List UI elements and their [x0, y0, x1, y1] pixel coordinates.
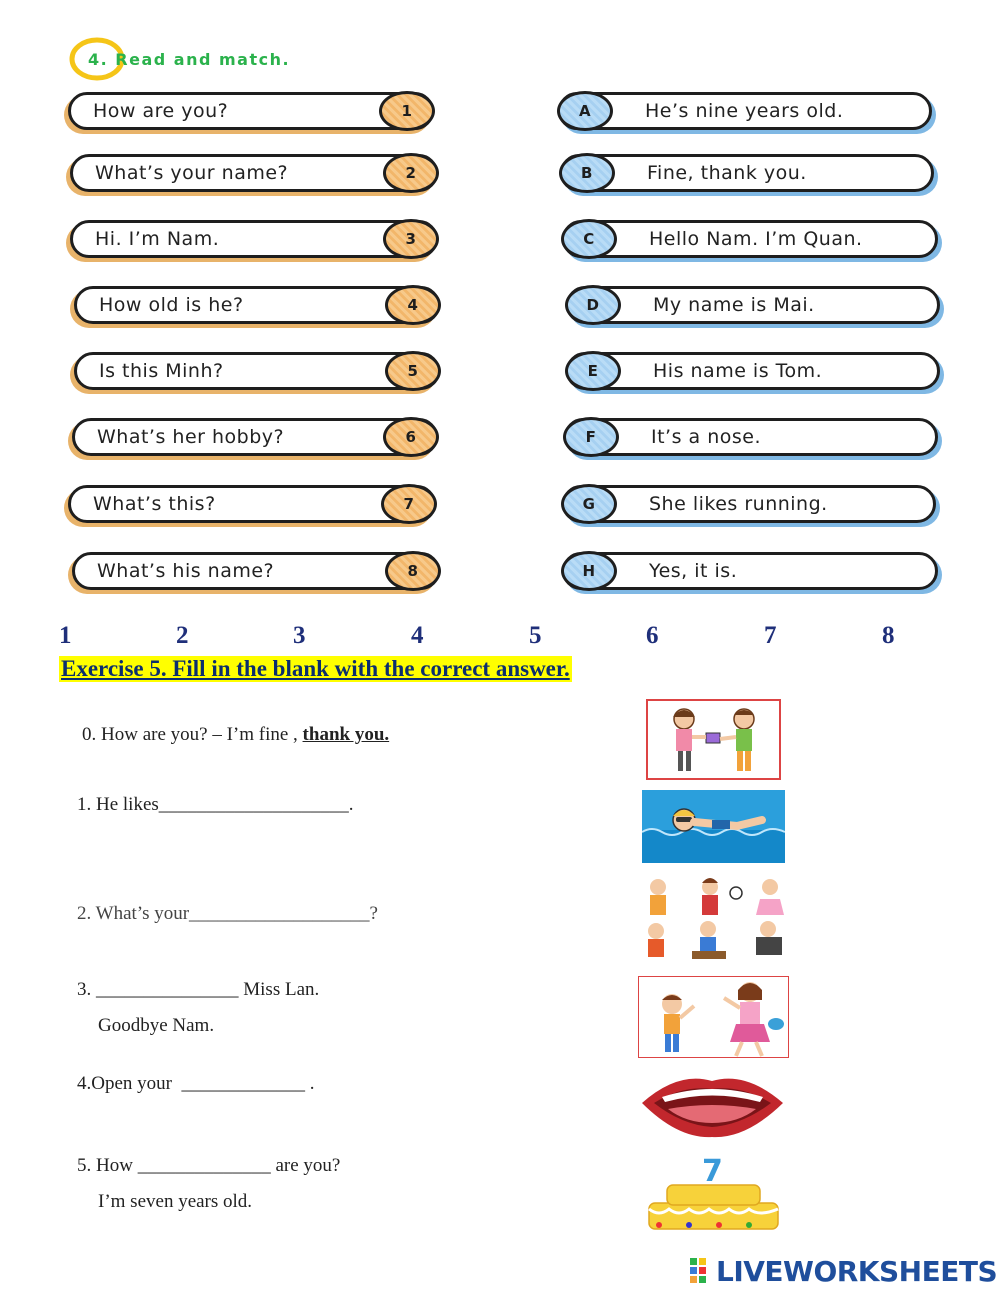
answer-pill[interactable] [564, 418, 938, 456]
answer-letter: C [561, 219, 617, 259]
exercise-item-1[interactable]: 1. He likes____________________. [77, 794, 354, 815]
answer-slot-number[interactable]: 7 [764, 622, 777, 649]
answer-pill[interactable] [560, 154, 934, 192]
answer-slot-number[interactable]: 4 [411, 622, 424, 649]
answer-pill[interactable] [566, 286, 940, 324]
answer-letter: E [565, 351, 621, 391]
answer-slot-number[interactable]: 5 [529, 622, 542, 649]
question-pill[interactable] [68, 92, 434, 130]
answer-letter: A [557, 91, 613, 131]
question-text: What’s your name? [95, 162, 289, 184]
answer-text: He’s nine years old. [645, 100, 844, 122]
answer-letter: H [561, 551, 617, 591]
gift-giving-picture [646, 699, 781, 780]
hobbies-picture [638, 873, 790, 963]
answer-text: His name is Tom. [653, 360, 823, 382]
answer-text: Fine, thank you. [647, 162, 807, 184]
question-number: 2 [383, 153, 439, 193]
answer-pill[interactable] [562, 552, 938, 590]
answer-slot-number[interactable]: 6 [646, 622, 659, 649]
answer-pill[interactable] [566, 352, 940, 390]
item-0-answer: thank you. [302, 724, 390, 745]
answer-letter: F [563, 417, 619, 457]
question-text: What’s her hobby? [97, 426, 285, 448]
exercise-item-5-reply: I’m seven years old. [98, 1191, 253, 1212]
birthday-cake-picture [639, 1151, 788, 1232]
item-0-text: 0. How are you? – I’m fine , [82, 724, 303, 745]
answer-text: It’s a nose. [651, 426, 762, 448]
answer-letter: B [559, 153, 615, 193]
exercise-item-2[interactable]: 2. What’s your___________________? [77, 903, 378, 924]
question-text: Hi. I’m Nam. [95, 228, 220, 250]
cake-number: 7 [702, 1154, 723, 1189]
answer-slot-number[interactable]: 2 [176, 622, 189, 649]
question-pill[interactable] [74, 286, 440, 324]
question-text: How are you? [93, 100, 229, 122]
question-pill[interactable] [74, 352, 440, 390]
question-number: 3 [383, 219, 439, 259]
answer-slot-number[interactable]: 1 [59, 622, 72, 649]
liveworksheets-logo [690, 1254, 997, 1288]
answer-text: Yes, it is. [649, 560, 738, 582]
exercise-item-3[interactable]: 3. _______________ Miss Lan. [77, 979, 320, 1000]
exercise-item-0 [82, 724, 389, 746]
logo-icon [690, 1258, 716, 1284]
question-text: What’s this? [93, 493, 216, 515]
question-text: Is this Minh? [99, 360, 224, 382]
match-title: 4. Read and match. [88, 50, 291, 69]
mouth-picture [638, 1069, 787, 1140]
answer-text: My name is Mai. [653, 294, 815, 316]
goodbye-picture [638, 976, 789, 1058]
question-pill[interactable] [72, 552, 440, 590]
exercise-item-5[interactable]: 5. How ______________ are you? [77, 1155, 341, 1176]
question-number: 6 [383, 417, 439, 457]
question-number: 7 [381, 484, 437, 524]
answer-text: Hello Nam. I’m Quan. [649, 228, 863, 250]
question-pill[interactable] [70, 154, 438, 192]
answer-letter: D [565, 285, 621, 325]
exercise-item-4[interactable]: 4.Open your _____________ . [77, 1073, 315, 1094]
question-text: What’s his name? [97, 560, 275, 582]
answer-pill[interactable] [562, 485, 936, 523]
question-number: 5 [385, 351, 441, 391]
answer-letter: G [561, 484, 617, 524]
swimming-picture [642, 790, 785, 863]
answer-pill[interactable] [562, 220, 938, 258]
logo-text: LIVEWORKSHEETS [716, 1254, 998, 1288]
exercise-item-3-reply: Goodbye Nam. [98, 1015, 215, 1036]
answer-slot-number[interactable]: 3 [293, 622, 306, 649]
answer-text: She likes running. [649, 493, 828, 515]
answer-pill[interactable] [558, 92, 932, 130]
question-number: 4 [385, 285, 441, 325]
answer-slot-number[interactable]: 8 [882, 622, 895, 649]
question-pill[interactable] [70, 220, 438, 258]
question-pill[interactable] [68, 485, 436, 523]
question-pill[interactable] [72, 418, 438, 456]
question-number: 8 [385, 551, 441, 591]
question-number: 1 [379, 91, 435, 131]
question-text: How old is he? [99, 294, 244, 316]
exercise5-title: Exercise 5. Fill in the blank with the correct answer. [61, 656, 570, 681]
